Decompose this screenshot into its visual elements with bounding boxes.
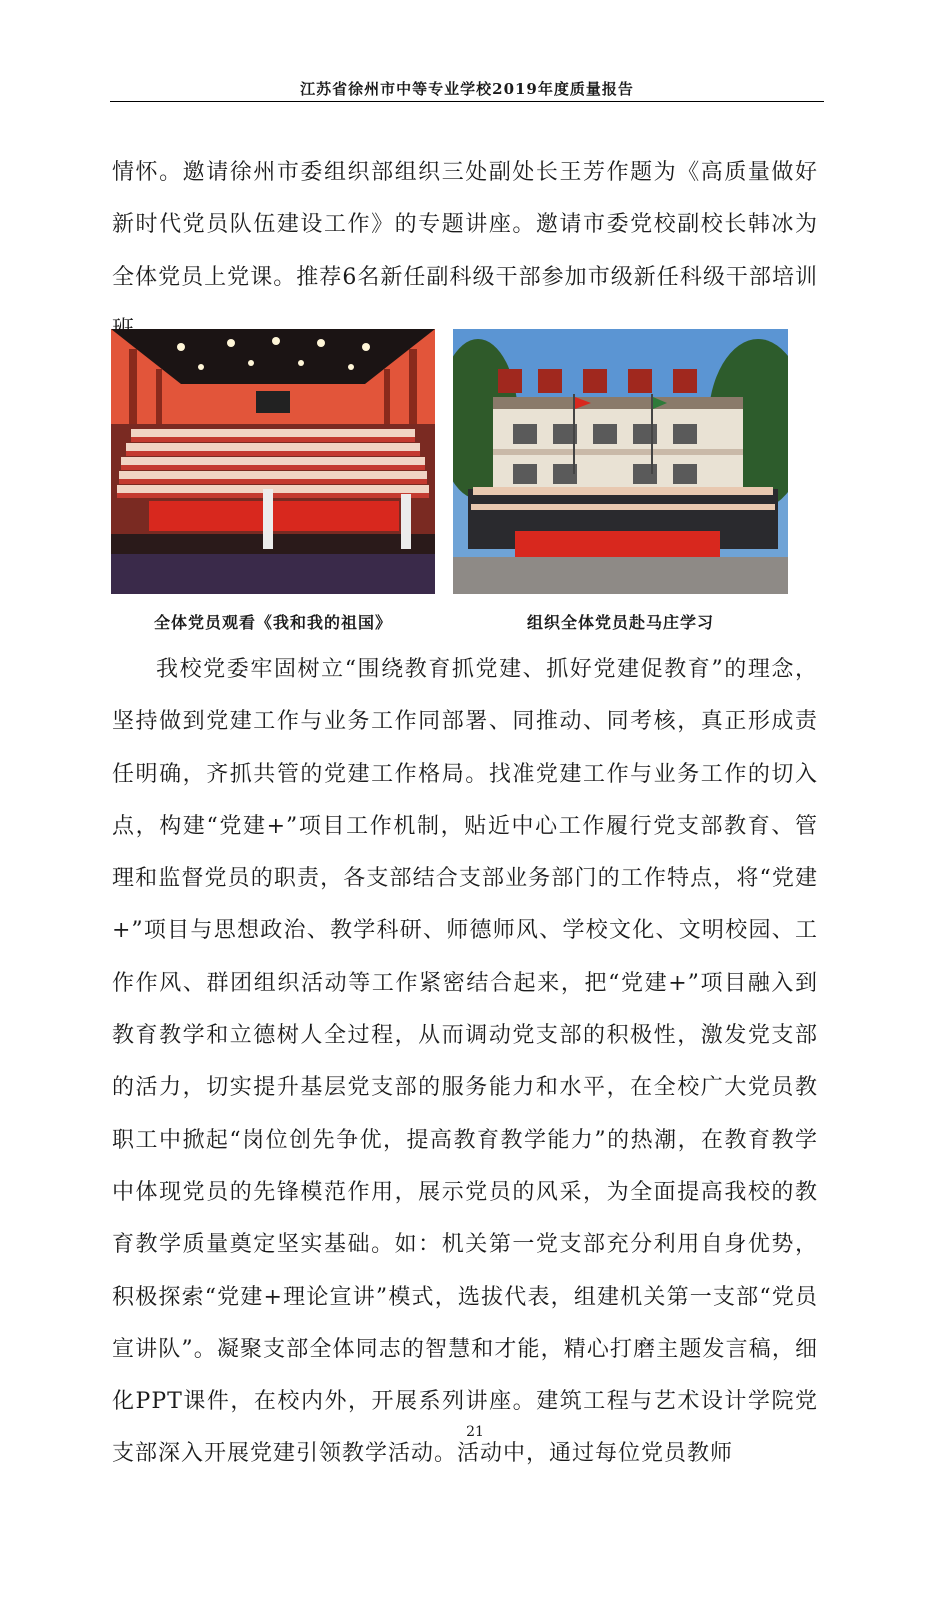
page-number: 21 xyxy=(466,1424,484,1440)
mazhuang-photo-caption: 组织全体党员赴马庄学习 xyxy=(526,613,714,632)
mazhuang-photo xyxy=(453,329,788,594)
intro-paragraph: 情怀。邀请徐州市委组织部组织三处副处长王芳作题为《高质量做好新时代党员队伍建设工作》的专题讲座。邀请市委党校副校长韩冰为全体党员上党课。推荐6名新任副科级干部参加市级新任科级干部培训 xyxy=(112,160,818,290)
theater-photo-caption: 全体党员观看《我和我的祖国》 xyxy=(153,613,392,632)
theater-photo xyxy=(111,329,435,594)
main-paragraph: 我校党委牢固树立“围绕教育抓党建、抓好党建促教育”的理念，坚持做到党建工作与业务工作同部署、同推动、同考核，真正形成责任明确，齐抓共管的党建工作格局。找准党建工作与业务工作的切入点，构建“党建+”项目工作机制，贴近中心工作履行党支部教育、管理和监督党员的职责，各支部结合支部业务部门的工作特点，将“党建+”项目与思想政治、教学科研、师德师风、学校文化、文明校园、工作作风、群团组织活动等工作紧密结合起来，把“党建+”项目融入到教育教学和立德树人全过程，从而调动党支部的积极性，激发党支部的活力，切实提升基层党支部的服务能力和水平，在全校广大党员教职工中掀起“岗位创先争优，提高教育教学能力”的热潮，在教育教学中体现党员的先锋模范作用，展示党员的风采，为全面提高我校的教育教学质量奠定坚实基础。如：机关第一党支部充分利用自身优势，积极探索“党建+理论宣讲”模式，选拔代表，组建机关第一支部“党员宣讲队”。凝聚支部全体同志的智慧和才能，精心打磨主题发言稿，细化PPT课件，在校内外，开展系列讲座。建筑工程与艺术设计学院党支部深入开展党建引领教学活动。活动中，通过每位党员教师 xyxy=(112,657,818,1467)
report-header: 江苏省徐州市中等专业学校2019年度质量报告 xyxy=(300,80,634,98)
header-divider xyxy=(110,101,824,102)
